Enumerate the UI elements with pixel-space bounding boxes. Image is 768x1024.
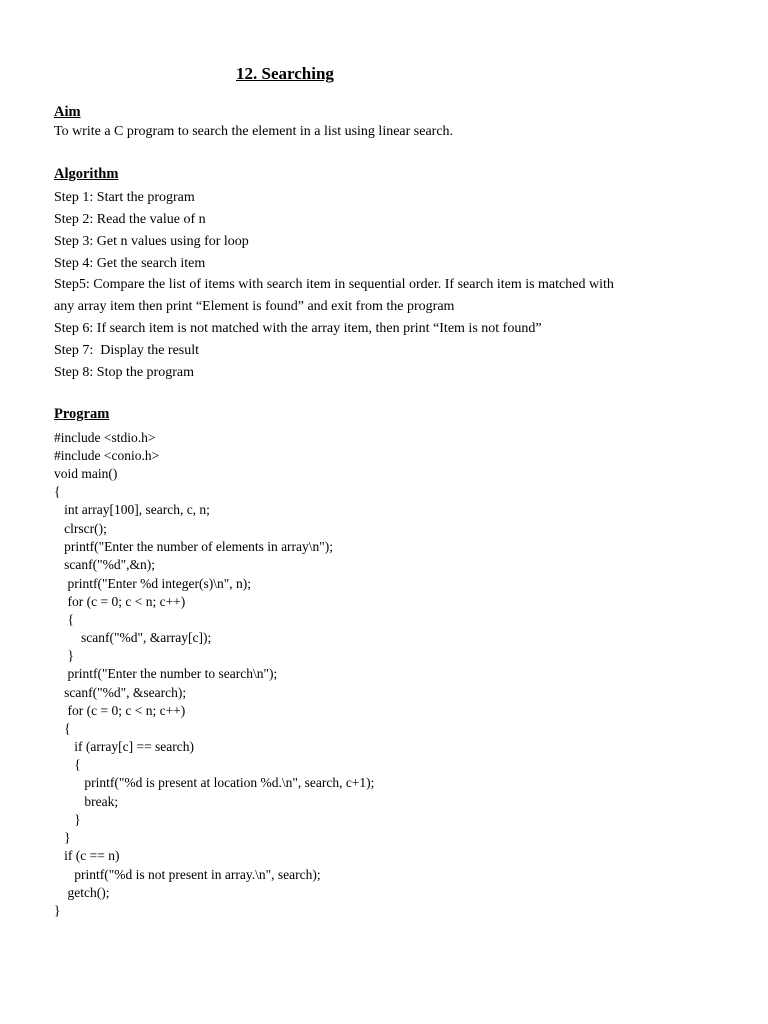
code-line: { [54, 757, 81, 772]
aim-heading: Aim [54, 104, 81, 120]
code-line: for (c = 0; c < n; c++) [54, 703, 186, 718]
code-line: #include <conio.h> [54, 448, 160, 463]
code-line: { [54, 484, 61, 499]
code-line: printf("Enter %d integer(s)\n", n); [54, 576, 251, 591]
code-line: scanf("%d", &array[c]); [54, 630, 212, 645]
algorithm-step: Step 1: Start the program [54, 190, 195, 205]
algorithm-step: Step 4: Get the search item [54, 256, 206, 271]
code-line: } [54, 812, 81, 827]
program-heading: Program [54, 406, 110, 422]
code-line: } [54, 903, 61, 918]
code-line: scanf("%d",&n); [54, 557, 155, 572]
algorithm-step: Step5: Compare the list of items with search item in sequential order. If search item is matched with [54, 277, 614, 292]
code-line: clrscr(); [54, 521, 107, 536]
code-line: if (array[c] == search) [54, 739, 195, 754]
code-line: printf("Enter the number to search\n"); [54, 666, 278, 681]
code-line: } [54, 830, 71, 845]
code-line: printf("%d is not present in array.\n", search); [54, 867, 321, 882]
algorithm-step: Step 6: If search item is not matched with the array item, then print “Item is not found” [54, 321, 542, 336]
code-line: void main() [54, 466, 118, 481]
algorithm-step: Step 3: Get n values using for loop [54, 234, 249, 249]
algorithm-heading: Algorithm [54, 166, 119, 182]
page-title: 12. Searching [236, 64, 334, 83]
code-line: { [54, 721, 71, 736]
code-line: for (c = 0; c < n; c++) [54, 594, 186, 609]
algorithm-step: Step 2: Read the value of n [54, 212, 206, 227]
algorithm-step: Step 7: Display the result [54, 343, 200, 358]
code-line: } [54, 648, 74, 663]
code-line: printf("Enter the number of elements in array\n"); [54, 539, 334, 554]
code-line: #include <stdio.h> [54, 430, 156, 445]
code-line: printf("%d is present at location %d.\n", search, c+1); [54, 775, 375, 790]
aim-text: To write a C program to search the element in a list using linear search. [54, 124, 454, 139]
algorithm-step: Step 8: Stop the program [54, 365, 194, 380]
code-line: { [54, 612, 74, 627]
code-line: getch(); [54, 885, 110, 900]
code-line: break; [54, 794, 119, 809]
algorithm-step: any array item then print “Element is found” and exit from the program [54, 299, 455, 314]
code-line: scanf("%d", &search); [54, 685, 187, 700]
code-line: if (c == n) [54, 848, 120, 863]
code-line: int array[100], search, c, n; [54, 502, 210, 517]
